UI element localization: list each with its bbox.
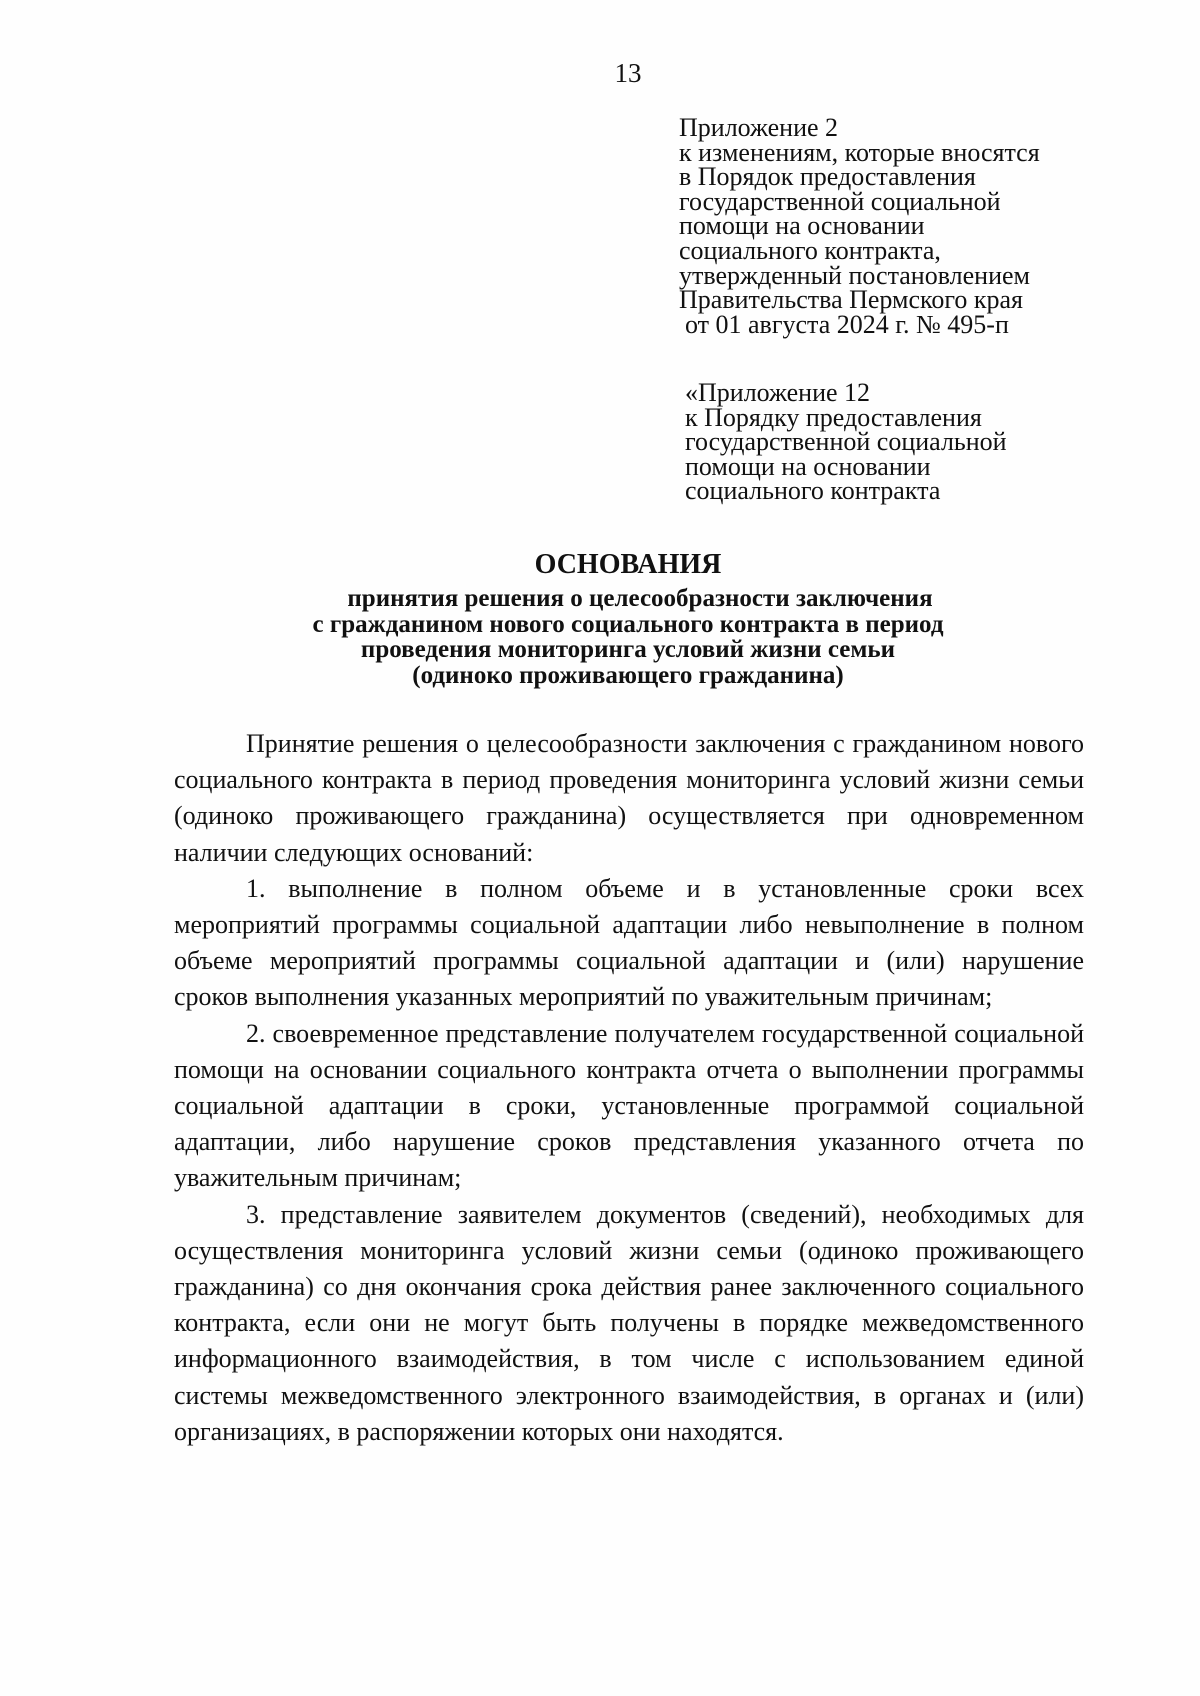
appendix-12-line: помощи на основании [685,451,931,481]
appendix-2-line: утвержденный постановлением [679,260,1030,290]
appendix-12-header [685,378,1007,506]
page-number: 13 [614,58,642,88]
appendix-2-line: к изменениям, которые вносятся [679,137,1040,167]
appendix-12-line: к Порядку предоставления [685,402,982,432]
list-item: 3. представление заявителем документов (сведений), необходимых для осуществления мониторинга условий жизни семьи (одиноко проживающего гражданина) со дня окончания срока действия ранее заключенного социального контракта, если они не могут быть получены в порядке межведомственного информационного взаимодействия, в том числе с использованием единой системы межведомственного электронного взаимодействия, в органах и (или) организациях, в распоряжении которых они находятся. [174,1199,1084,1446]
document-body [174,726,1084,1450]
subtitle-line: принятия решения о целесообразности заключения [347,585,933,612]
document-title: ОСНОВАНИЯ [534,549,722,580]
intro-paragraph: Принятие решения о целесообразности заключения с гражданином нового социального контракта в период проведения мониторинга условий жизни семьи (одиноко проживающего гражданина) осуществляется при одновременном наличии следующих оснований: [174,729,1084,867]
appendix-2-line: помощи на основании [679,211,925,241]
document-subtitle [0,586,1200,688]
appendix-12-line: «Приложение 12 [685,378,871,407]
list-item: 2. своевременное представление получателем государственной социальной помощи на основании социального контракта отчета о выполнении программы социальной адаптации в сроки, установленные программой социальной адаптации, либо нарушение сроков представления указанного отчета по уважительным причинам; [174,1018,1084,1193]
subtitle-line: проведения мониторинга условий жизни семьи [360,636,896,663]
appendix-12-line: социального контракта [685,476,941,506]
appendix-2-line: социального контракта, [679,235,941,265]
subtitle-line: (одиноко проживающего гражданина) [412,661,844,689]
appendix-12-line: государственной социальной [685,427,1007,457]
appendix-2-line: Приложение 2 [679,113,839,142]
subtitle-line: с гражданином нового социального контракта в период [312,610,944,638]
appendix-2-line: от 01 августа 2024 г. № 495-п [685,309,1009,339]
appendix-2-line: государственной социальной [679,186,1001,216]
appendix-2-header [679,113,1040,339]
appendix-2-line: Правительства Пермского края [679,285,1023,315]
appendix-2-line: в Порядок предоставления [679,162,976,192]
list-item: 1. выполнение в полном объеме и в установленные сроки всех мероприятий программы социальной адаптации либо невыполнение в полном объеме мероприятий программы социальной адаптации и (или) нарушение сроков выполнения указанных мероприятий по уважительным причинам; [174,873,1084,1012]
